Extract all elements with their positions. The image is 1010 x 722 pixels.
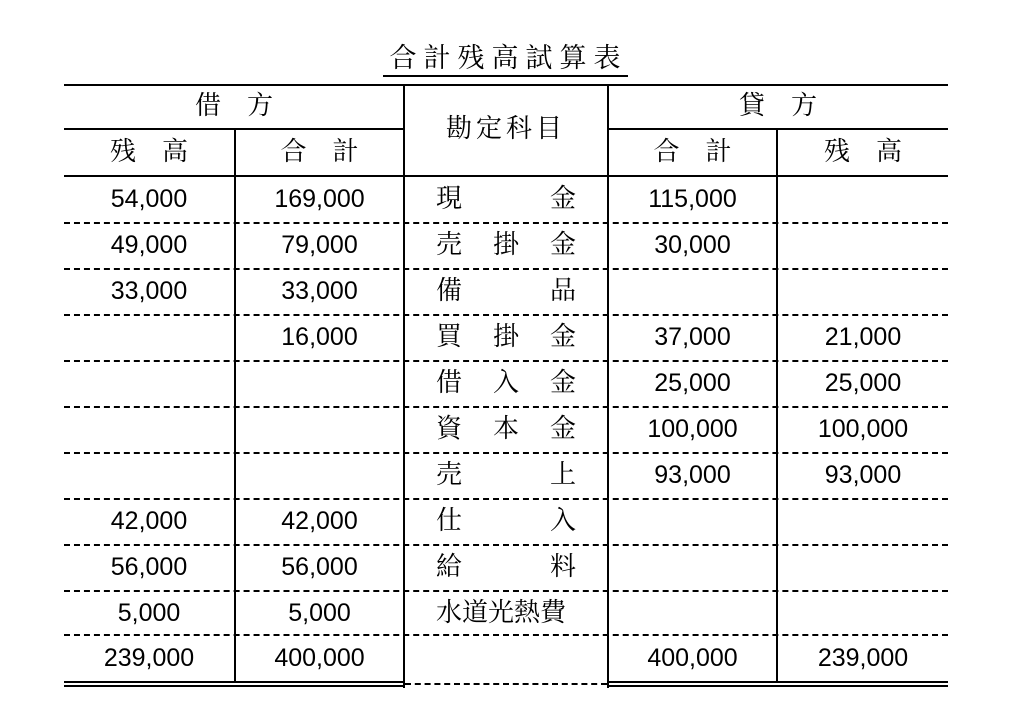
debit-double-line-1 xyxy=(64,681,405,683)
debit-total-cell: 33,000 xyxy=(281,277,358,305)
total-debit-balance: 239,000 xyxy=(103,644,195,672)
credit-total-cell: 100,000 xyxy=(647,415,738,443)
debit-total-cell: 56,000 xyxy=(281,553,358,581)
account-name-cell: 売掛金 xyxy=(436,230,576,260)
credit-balance-cell: 100,000 xyxy=(817,415,909,443)
account-name-cell: 売上 xyxy=(436,460,576,490)
debit-balance-cell: 49,000 xyxy=(110,231,188,259)
row-separator xyxy=(64,544,948,546)
credit-total-header: 合 計 xyxy=(653,137,732,167)
account-name-cell: 水道光熱費 xyxy=(436,598,567,628)
credit-balance-cell: 21,000 xyxy=(824,323,902,351)
debit-balance-header: 残 高 xyxy=(109,137,188,167)
account-name-cell: 借入金 xyxy=(436,368,576,398)
account-name-cell: 仕入 xyxy=(436,506,576,536)
debit-double-line-2 xyxy=(64,685,405,687)
total-credit-total: 400,000 xyxy=(647,644,738,672)
credit-total-cell: 115,000 xyxy=(648,185,737,213)
credit-total-cell: 37,000 xyxy=(654,323,731,351)
page-title xyxy=(0,42,1010,76)
account-name-cell: 現金 xyxy=(436,184,576,214)
total-credit-balance: 239,000 xyxy=(817,644,909,672)
credit-header: 貸 方 xyxy=(738,91,817,121)
account-name-cell: 給料 xyxy=(436,552,576,582)
debit-balance-cell: 42,000 xyxy=(110,507,188,535)
debit-balance-cell: 54,000 xyxy=(110,185,188,213)
credit-column-divider xyxy=(776,128,778,682)
debit-total-header: 合 計 xyxy=(280,137,359,167)
credit-balance-header: 残 高 xyxy=(823,137,902,167)
credit-double-line-1 xyxy=(607,681,948,683)
account-bottom-dash xyxy=(405,683,607,685)
row-separator xyxy=(64,406,948,408)
account-name-cell: 資本金 xyxy=(436,414,576,444)
account-name-cell: 買掛金 xyxy=(436,322,576,352)
account-name-cell: 備品 xyxy=(436,276,576,306)
page-title-text: 合計残高試算表 xyxy=(383,43,628,77)
totals-top-line xyxy=(64,634,948,636)
trial-balance-table xyxy=(64,84,948,688)
top-border-line xyxy=(64,84,948,86)
row-separator xyxy=(64,222,948,224)
debit-total-cell: 79,000 xyxy=(281,231,358,259)
debit-balance-cell: 56,000 xyxy=(110,553,188,581)
debit-total-cell: 42,000 xyxy=(281,507,358,535)
credit-total-cell: 25,000 xyxy=(654,369,731,397)
account-left-line xyxy=(403,84,405,688)
credit-subheader-line xyxy=(608,128,948,130)
header-bottom-line xyxy=(64,175,948,177)
debit-header: 借 方 xyxy=(194,91,273,121)
credit-balance-cell: 93,000 xyxy=(824,461,902,489)
credit-total-cell: 93,000 xyxy=(654,461,731,489)
debit-total-cell: 169,000 xyxy=(274,185,365,213)
row-separator xyxy=(64,314,948,316)
row-separator xyxy=(64,452,948,454)
row-separator xyxy=(64,268,948,270)
row-separator xyxy=(64,590,948,592)
debit-balance-cell: 5,000 xyxy=(117,599,181,627)
debit-total-cell: 5,000 xyxy=(288,599,351,627)
debit-balance-cell: 33,000 xyxy=(110,277,188,305)
row-separator xyxy=(64,498,948,500)
debit-total-cell: 16,000 xyxy=(281,323,358,351)
account-header: 勘定科目 xyxy=(445,114,566,144)
credit-double-line-2 xyxy=(607,685,948,687)
credit-total-cell: 30,000 xyxy=(654,231,731,259)
row-separator xyxy=(64,360,948,362)
credit-balance-cell: 25,000 xyxy=(824,369,902,397)
total-debit-total: 400,000 xyxy=(274,644,365,672)
